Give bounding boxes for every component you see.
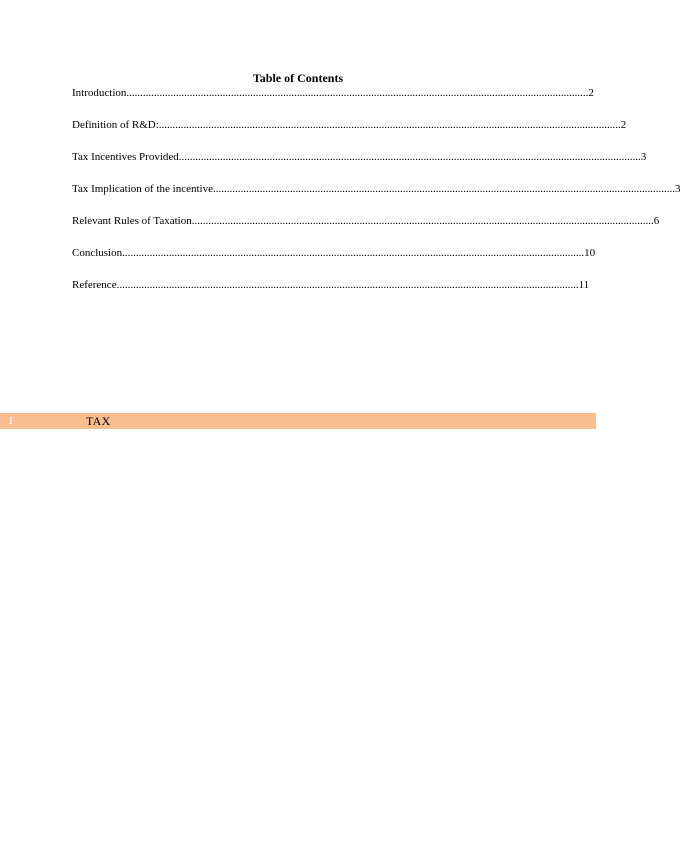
- toc-entry-label: Introduction: [72, 87, 127, 99]
- page-header-band: [0, 413, 596, 429]
- toc-entry-page: 11: [578, 279, 590, 291]
- toc-entry-page: 10: [584, 247, 596, 259]
- page-number: 1: [8, 415, 14, 427]
- running-title: TAX: [86, 414, 111, 428]
- toc-dot-leader: ........................................................................................................................................................................: [126, 87, 589, 99]
- toc-entry-label: Reference: [72, 279, 117, 291]
- toc-dot-leader: ........................................................................................................................................................................: [158, 119, 621, 131]
- toc-entry-page: 2: [620, 119, 627, 131]
- toc-dot-leader: ........................................................................................................................................................................: [212, 183, 675, 195]
- toc-entry-label: Tax Implication of the incentive: [72, 183, 213, 195]
- toc-entry-page: 6: [653, 215, 660, 227]
- toc-entry-tax-implication[interactable]: [72, 183, 680, 196]
- toc-entry-relevant-rules[interactable]: [72, 215, 660, 228]
- toc-entry-tax-incentives[interactable]: [72, 151, 647, 164]
- toc-entry-label: Tax Incentives Provided: [72, 151, 179, 163]
- toc-dot-leader: ........................................................................................................................................................................: [191, 215, 654, 227]
- toc-entry-label: Definition of R&D:: [72, 119, 159, 131]
- toc-entry-page: 2: [588, 87, 594, 99]
- toc-list: [72, 87, 680, 311]
- toc-dot-leader: ........................................................................................................................................................................: [116, 279, 579, 291]
- toc-entry-introduction[interactable]: [72, 87, 594, 100]
- toc-entry-page: 3: [674, 183, 680, 195]
- toc-entry-definition[interactable]: [72, 119, 627, 132]
- toc-dot-leader: ........................................................................................................................................................................: [122, 247, 585, 259]
- toc-title: Table of Contents: [252, 71, 344, 85]
- toc-dot-leader: ........................................................................................................................................................................: [178, 151, 641, 163]
- toc-entry-conclusion[interactable]: [72, 247, 596, 260]
- toc-entry-label: Relevant Rules of Taxation: [72, 215, 192, 227]
- toc-entry-page: 3: [640, 151, 647, 163]
- toc-entry-label: Conclusion: [72, 247, 123, 259]
- toc-entry-reference[interactable]: [72, 279, 590, 292]
